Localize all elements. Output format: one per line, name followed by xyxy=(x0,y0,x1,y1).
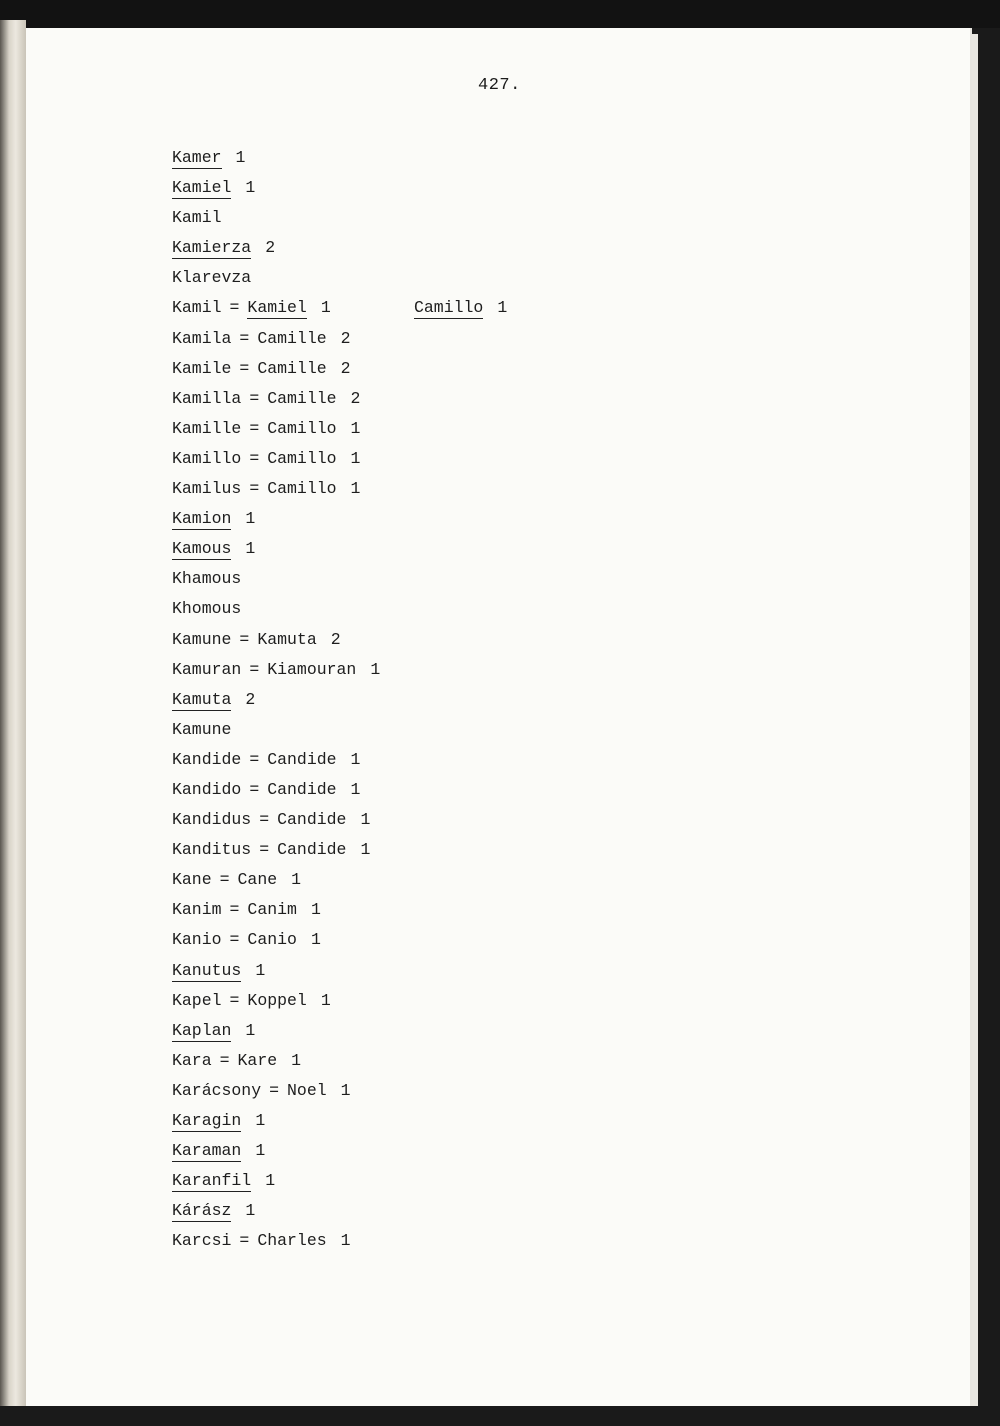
entry-name: Kamuta xyxy=(172,689,232,709)
entry-name: Kamil xyxy=(172,298,222,318)
entry-equivalent: Camille xyxy=(257,328,327,348)
entry-name: Kamillo xyxy=(172,448,242,468)
name-entry xyxy=(172,988,380,1018)
entry-count: 1 xyxy=(245,1201,256,1221)
name-entry xyxy=(172,687,380,717)
name-entry xyxy=(172,958,380,988)
equals-sign: = xyxy=(239,1231,250,1251)
entry-name: Kamila xyxy=(172,328,232,348)
equals-sign: = xyxy=(219,870,230,890)
equals-sign: = xyxy=(269,1080,280,1100)
entry-count: 1 xyxy=(255,1141,266,1161)
name-entry xyxy=(172,295,508,325)
name-entry xyxy=(172,205,380,235)
entry-name: Kandide xyxy=(172,749,242,769)
equals-sign: = xyxy=(229,900,240,920)
entry-count: 1 xyxy=(310,900,321,920)
name-entry xyxy=(172,1018,380,1048)
entry-count: 1 xyxy=(245,1020,256,1040)
entry-count: 1 xyxy=(350,479,361,499)
entry-count: 1 xyxy=(235,148,246,167)
equals-sign: = xyxy=(249,479,260,499)
entry-equivalent: Kamiel xyxy=(247,298,307,318)
entry-count: 1 xyxy=(370,659,381,679)
name-entry xyxy=(172,386,380,416)
entry-name: Kanditus xyxy=(172,840,252,860)
entry-count: 1 xyxy=(245,509,256,529)
name-entry xyxy=(172,1108,380,1138)
book-spine xyxy=(0,20,26,1406)
name-entry xyxy=(172,627,380,657)
entry-name: Kamilus xyxy=(172,479,242,499)
equals-sign: = xyxy=(229,930,240,950)
entry-count: 1 xyxy=(291,1050,302,1070)
equals-sign: = xyxy=(229,298,240,318)
entry-name: Khamous xyxy=(172,569,242,589)
name-entry xyxy=(172,807,380,837)
entry-equivalent: Candide xyxy=(267,749,337,769)
second-equivalent-name: Camillo xyxy=(414,298,484,318)
name-entry xyxy=(172,175,380,205)
name-entry xyxy=(172,1138,380,1168)
equals-sign: = xyxy=(249,418,260,438)
entry-name: Kamune xyxy=(172,629,232,649)
name-entry xyxy=(172,777,380,807)
entry-equivalent: Canim xyxy=(247,900,297,920)
entry-count: 1 xyxy=(265,1171,276,1191)
name-entry xyxy=(172,1078,380,1108)
entry-name: Kara xyxy=(172,1050,212,1070)
name-entry xyxy=(172,566,380,596)
entry-name: Kamune xyxy=(172,719,232,739)
equals-sign: = xyxy=(259,840,270,860)
entry-second-equivalent xyxy=(414,295,507,321)
equals-sign: = xyxy=(239,358,250,378)
entry-equivalent: Koppel xyxy=(247,990,307,1010)
entry-count: 1 xyxy=(320,990,331,1010)
entry-name: Kamille xyxy=(172,418,242,438)
name-entry xyxy=(172,145,380,175)
entry-equivalent: Camille xyxy=(267,388,337,408)
entry-count: 1 xyxy=(245,178,256,198)
name-entry xyxy=(172,717,380,747)
name-entry xyxy=(172,596,380,626)
entry-count: 1 xyxy=(350,418,361,438)
equals-sign: = xyxy=(239,629,250,649)
name-entry xyxy=(172,506,380,536)
name-list xyxy=(172,145,508,1258)
entry-name: Karácsony xyxy=(172,1080,262,1100)
entry-count: 2 xyxy=(350,388,361,408)
entry-name: Kamilla xyxy=(172,388,242,408)
name-entry xyxy=(172,476,380,506)
entry-equivalent: Kiamouran xyxy=(267,659,357,679)
entry-count: 1 xyxy=(245,539,256,559)
entry-name: Kamion xyxy=(172,509,232,529)
entry-name: Kamous xyxy=(172,539,232,559)
name-entry xyxy=(172,837,380,867)
entry-equivalent: Camille xyxy=(257,358,327,378)
name-entry xyxy=(172,235,380,265)
name-entry xyxy=(172,265,380,295)
name-entry xyxy=(172,897,380,927)
equals-sign: = xyxy=(259,810,270,830)
entry-name: Karanfil xyxy=(172,1171,252,1191)
name-entry xyxy=(172,1048,380,1078)
entry-name: Kamer xyxy=(172,148,222,167)
entry-name: Kamuran xyxy=(172,659,242,679)
name-entry xyxy=(172,927,380,957)
equals-sign: = xyxy=(249,749,260,769)
entry-count: 1 xyxy=(350,779,361,799)
entry-count: 1 xyxy=(360,810,371,830)
entry-name: Kapel xyxy=(172,990,222,1010)
entry-equivalent: Canio xyxy=(247,930,297,950)
entry-name: Kanim xyxy=(172,900,222,920)
equals-sign: = xyxy=(249,388,260,408)
name-entry xyxy=(172,536,380,566)
entry-count: 2 xyxy=(340,328,351,348)
second-equivalent-count: 1 xyxy=(497,298,508,318)
entry-count: 1 xyxy=(320,298,331,318)
equals-sign: = xyxy=(249,659,260,679)
entry-name: Klarevza xyxy=(172,268,252,288)
entry-count: 2 xyxy=(340,358,351,378)
entry-name: Kandidus xyxy=(172,810,252,830)
name-entry xyxy=(172,356,380,386)
name-entry xyxy=(172,1168,380,1198)
page-sheet xyxy=(26,28,972,1406)
name-entry xyxy=(172,747,380,777)
entry-name: Kanio xyxy=(172,930,222,950)
entry-count: 1 xyxy=(310,930,321,950)
entry-name: Karcsi xyxy=(172,1231,232,1251)
entry-name: Kane xyxy=(172,870,212,890)
entry-count: 2 xyxy=(265,238,276,258)
name-entry xyxy=(172,326,380,356)
entry-equivalent: Candide xyxy=(277,840,347,860)
name-entry xyxy=(172,867,380,897)
entry-name: Karaman xyxy=(172,1141,242,1161)
entry-count: 1 xyxy=(340,1231,351,1251)
entry-name: Kaplan xyxy=(172,1020,232,1040)
entry-name: Kárász xyxy=(172,1201,232,1221)
entry-name: Kamiel xyxy=(172,178,232,198)
entry-name: Kamil xyxy=(172,208,222,228)
entry-name: Karagin xyxy=(172,1111,242,1130)
equals-sign: = xyxy=(249,448,260,468)
entry-name: Khomous xyxy=(172,599,242,619)
entry-count: 2 xyxy=(330,629,341,649)
equals-sign: = xyxy=(249,779,260,799)
entry-count: 2 xyxy=(245,689,256,709)
entry-name: Kamierza xyxy=(172,238,252,258)
entry-count: 1 xyxy=(350,448,361,468)
entry-equivalent: Camillo xyxy=(267,448,337,468)
name-entry xyxy=(172,1198,380,1228)
name-entry xyxy=(172,1228,380,1258)
equals-sign: = xyxy=(239,328,250,348)
entry-count: 1 xyxy=(360,840,371,860)
equals-sign: = xyxy=(229,990,240,1010)
name-entry xyxy=(172,446,380,476)
entry-equivalent: Charles xyxy=(257,1231,327,1251)
entry-equivalent: Kare xyxy=(237,1050,278,1070)
page-number: 427. xyxy=(478,76,521,95)
entry-equivalent: Kamuta xyxy=(257,629,317,649)
entry-equivalent: Candide xyxy=(267,779,337,799)
scan-top-border xyxy=(0,0,1000,28)
entry-name: Kamile xyxy=(172,358,232,378)
entry-equivalent: Camillo xyxy=(267,418,337,438)
entry-count: 1 xyxy=(340,1080,351,1100)
entry-count: 1 xyxy=(291,870,302,890)
name-entry xyxy=(172,416,380,446)
entry-count: 1 xyxy=(350,749,361,769)
name-entry xyxy=(172,657,380,687)
equals-sign: = xyxy=(219,1050,230,1070)
entry-equivalent: Noel xyxy=(287,1080,327,1100)
entry-equivalent: Cane xyxy=(237,870,278,890)
entry-equivalent: Candide xyxy=(277,810,347,830)
entry-name: Kanutus xyxy=(172,960,242,980)
entry-equivalent: Camillo xyxy=(267,479,337,499)
entry-name: Kandido xyxy=(172,779,242,799)
entry-count: 1 xyxy=(255,960,266,980)
entry-count: 1 xyxy=(255,1111,266,1130)
page-edge xyxy=(972,34,978,1406)
